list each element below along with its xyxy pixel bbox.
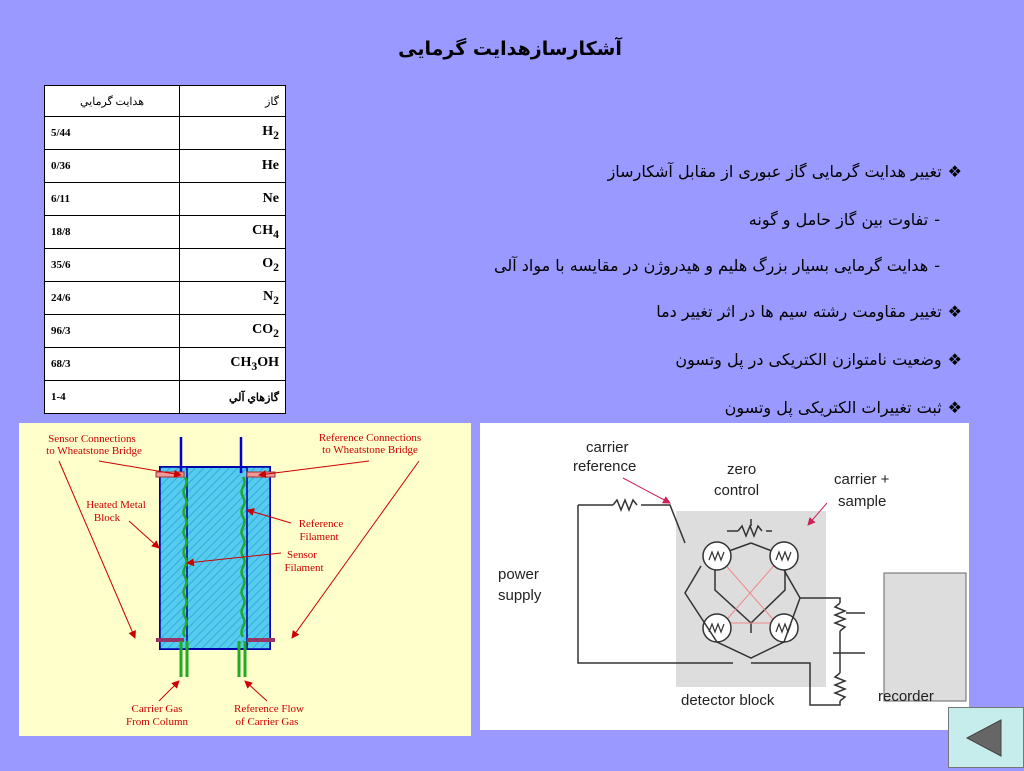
gas-subscript: 3 — [251, 359, 258, 373]
bullet-text: تغییر هدایت گرمایی گاز عبوری از مقابل آشکارساز — [607, 162, 942, 181]
conductivity-value: 0/36 — [45, 150, 180, 183]
label-reference-filament: Reference — [298, 518, 344, 530]
label-carrier-gas: From Column — [125, 716, 189, 728]
header-gas: گاز — [180, 86, 286, 117]
bullet-text: تفاوت بین گاز حامل و گونه — [748, 210, 929, 229]
gas-name — [180, 315, 286, 348]
arrow — [259, 461, 369, 475]
table-row — [45, 315, 286, 348]
table-row — [45, 348, 286, 381]
conductivity-value: 5/44 — [45, 117, 180, 150]
arrow — [245, 681, 267, 701]
gas-name — [180, 150, 286, 183]
carrier-reference-resistor — [613, 500, 637, 510]
label-heated-block: Heated Metal — [86, 499, 146, 511]
table-row — [45, 282, 286, 315]
table-row — [45, 249, 286, 282]
gas-name — [180, 117, 286, 150]
conductivity-value: 18/8 — [45, 216, 180, 249]
gas-formula: گازهاي آلي — [229, 391, 279, 404]
previous-slide-button[interactable] — [948, 707, 1024, 768]
gas-subscript: 2 — [273, 326, 279, 340]
gas-name — [180, 381, 286, 414]
gas-name — [180, 183, 286, 216]
label-reference-connections: Reference Connections — [318, 432, 422, 444]
label-carrier-gas: Carrier Gas — [131, 703, 183, 715]
label-zero-control: zero — [727, 461, 757, 478]
gas-formula: O — [262, 256, 274, 272]
diamond-bullet-icon: ❖ — [947, 162, 962, 181]
label-zero-control: control — [714, 482, 760, 499]
table-row — [45, 216, 286, 249]
gas-name — [180, 249, 286, 282]
conductivity-value: 35/6 — [45, 249, 180, 282]
conductivity-value: 68/3 — [45, 348, 180, 381]
gas-formula: He — [261, 158, 279, 173]
gas-subscript: 2 — [273, 260, 279, 274]
wheatstone-bridge-svg — [480, 423, 969, 730]
wheatstone-bridge-diagram — [480, 423, 969, 730]
sub-bullet-item — [322, 203, 962, 249]
arrow — [159, 681, 179, 701]
bullet-text: وضعیت نامتوازن الکتریکی در پل وتسون — [675, 350, 942, 369]
arrow — [129, 521, 159, 548]
gas-formula-tail: OH — [257, 355, 279, 371]
gas-subscript: 4 — [273, 227, 279, 241]
gas-name — [180, 348, 286, 381]
gas-name — [180, 216, 286, 249]
gas-formula: CH — [252, 223, 274, 239]
conductivity-value: 24/6 — [45, 282, 180, 315]
recorder-box — [884, 573, 966, 701]
bullet-text: هدایت گرمایی بسیار بزرگ هلیم و هیدروژن در مقایسه با مواد آلی — [494, 256, 929, 275]
bullet-item — [322, 295, 962, 343]
gas-formula: CO — [252, 322, 274, 338]
label-heated-block: Block — [93, 512, 121, 524]
table-row — [45, 117, 286, 150]
sub-bullet-item — [322, 249, 962, 295]
bullet-text: تغییر مقاومت رشته سیم ها در اثر تغییر دما — [656, 302, 942, 321]
diamond-bullet-icon: ❖ — [947, 398, 962, 417]
table-row — [45, 150, 286, 183]
conductivity-value: 96/3 — [45, 315, 180, 348]
recorder-resistor — [835, 603, 845, 631]
back-arrow-icon — [949, 708, 1023, 767]
label-power-supply: supply — [498, 587, 542, 604]
dash-bullet: - — [934, 256, 940, 275]
label-detector-block: detector block — [681, 692, 775, 709]
table-header-row — [45, 86, 286, 117]
label-reference-flow: of Carrier Gas — [235, 716, 299, 728]
label-carrier-sample: sample — [838, 493, 887, 510]
gas-formula: CH — [230, 355, 252, 371]
conductivity-value: 1-4 — [45, 381, 180, 414]
slide-title: آشکارسازهدایت گرمایی — [398, 38, 622, 60]
bullet-item — [322, 155, 962, 203]
label-reference-flow: Reference Flow — [234, 703, 304, 715]
bullet-text: ثبت تغییرات الکتریکی پل وتسون — [724, 398, 942, 417]
label-reference-filament: Filament — [299, 531, 339, 543]
label-sensor-connections: to Wheatstone Bridge — [46, 445, 142, 457]
gas-subscript: 2 — [273, 293, 279, 307]
label-power-supply: power — [498, 566, 539, 583]
diamond-bullet-icon: ❖ — [947, 350, 962, 369]
diamond-bullet-icon: ❖ — [947, 302, 962, 321]
gas-subscript: 2 — [273, 128, 279, 142]
tcd-cell-svg — [19, 423, 471, 736]
gas-name — [180, 282, 286, 315]
header-conductivity: هدايت گرمايي — [45, 86, 180, 117]
label-reference-connections: to Wheatstone Bridge — [322, 444, 418, 456]
detector-block-shape — [676, 511, 826, 687]
bullet-item — [322, 343, 962, 391]
gas-formula: H — [262, 124, 274, 140]
table-row — [45, 381, 286, 414]
table-row — [45, 183, 286, 216]
thermal-conductivity-table — [44, 85, 286, 414]
bullet-list — [322, 155, 962, 439]
gas-formula: N — [263, 289, 274, 305]
tcd-cell-diagram — [19, 423, 471, 736]
label-sensor-filament: Sensor — [287, 549, 317, 561]
label-carrier-reference: carrier — [586, 439, 629, 456]
reference-seal-bottom — [247, 638, 275, 642]
label-carrier-reference: reference — [573, 458, 637, 475]
label-carrier-sample: carrier + — [834, 471, 890, 488]
label-sensor-filament: Filament — [284, 562, 324, 574]
label-recorder: recorder — [878, 688, 934, 705]
conductivity-value: 6/11 — [45, 183, 180, 216]
arrow — [623, 478, 670, 503]
reference-channel-shape — [247, 467, 270, 649]
gas-formula: Ne — [262, 191, 279, 206]
dash-bullet: - — [934, 210, 940, 229]
label-sensor-connections: Sensor Connections — [48, 433, 136, 445]
arrow — [59, 461, 135, 638]
